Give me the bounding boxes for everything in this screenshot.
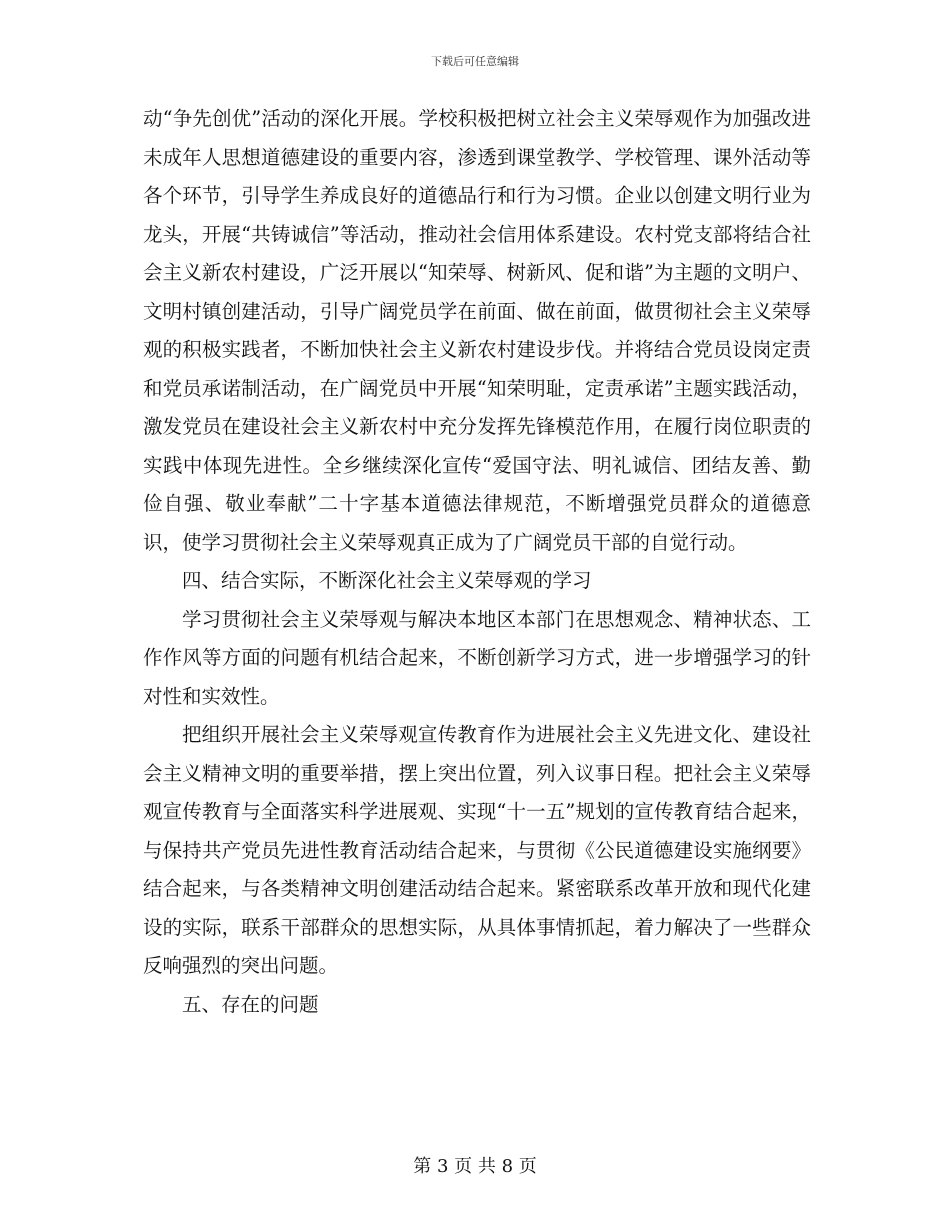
paragraph-continued: 动“争先创优”活动的深化开展。学校积极把树立社会主义荣辱观作为加强改进未成年人思想道德建设的重要内容，渗透到课堂教学、学校管理、课外活动等各个环节，引导学生养成良好的道德品行和行为习惯。企业以创建文明行业为龙头，开展“共铸诚信”等活动，推动社会信用体系建设。农村党支部将结合社会主义新农村建设，广泛开展以“知荣辱、树新风、促和谐”为主题的文明户、文明村镇创建活动，引导广阔党员学在前面、做在前面，做贯彻社会主义荣辱观的积极实践者，不断加快社会主义新农村建设步伐。并将结合党员设岗定责和党员承诺制活动，在广阔党员中开展“知荣明耻，定责承诺”主题实践活动，激发党员在建设社会主义新农村中充分发挥先锋模范作用，在履行岗位职责的实践中体现先进性。全乡继续深化宣传“爱国守法、明礼诚信、团结友善、勤俭自强、敬业奉献”二十字基本道德法律规范，不断增强党员群众的道德意识，使学习贯彻社会主义荣辱观真正成为了广阔党员干部的自觉行动。 [143,107,811,554]
section-heading-4: 四、结合实际，不断深化社会主义荣辱观的学习 [182,569,592,592]
paragraph-organize: 把组织开展社会主义荣辱观宣传教育作为进展社会主义先进文化、建设社会主义精神文明的重要举措，摆上突出位置，列入议事日程。把社会主义荣辱观宣传教育与全面落实科学进展观、实现“十一五”规划的宣传教育结合起来，与保持共产党员先进性教育活动结合起来，与贯彻《公民道德建设实施纲要》结合起来，与各类精神文明创建活动结合起来。紧密联系改革开放和现代化建设的实际，联系干部群众的思想实际，从具体事情抓起，着力解决了一些群众反响强烈的突出问题。 [143,723,811,977]
section-heading-5: 五、存在的问题 [182,992,319,1016]
page-number-footer: 第 3 页 共 8 页 [413,1156,537,1177]
page-header-note: 下载后可任意编辑 [431,55,519,68]
document-body [143,100,811,1024]
paragraph-study: 学习贯彻社会主义荣辱观与解决本地区本部门在思想观念、精神状态、工作作风等方面的问题有机结合起来，不断创新学习方式，进一步增强学习的针对性和实效性。 [143,607,811,708]
